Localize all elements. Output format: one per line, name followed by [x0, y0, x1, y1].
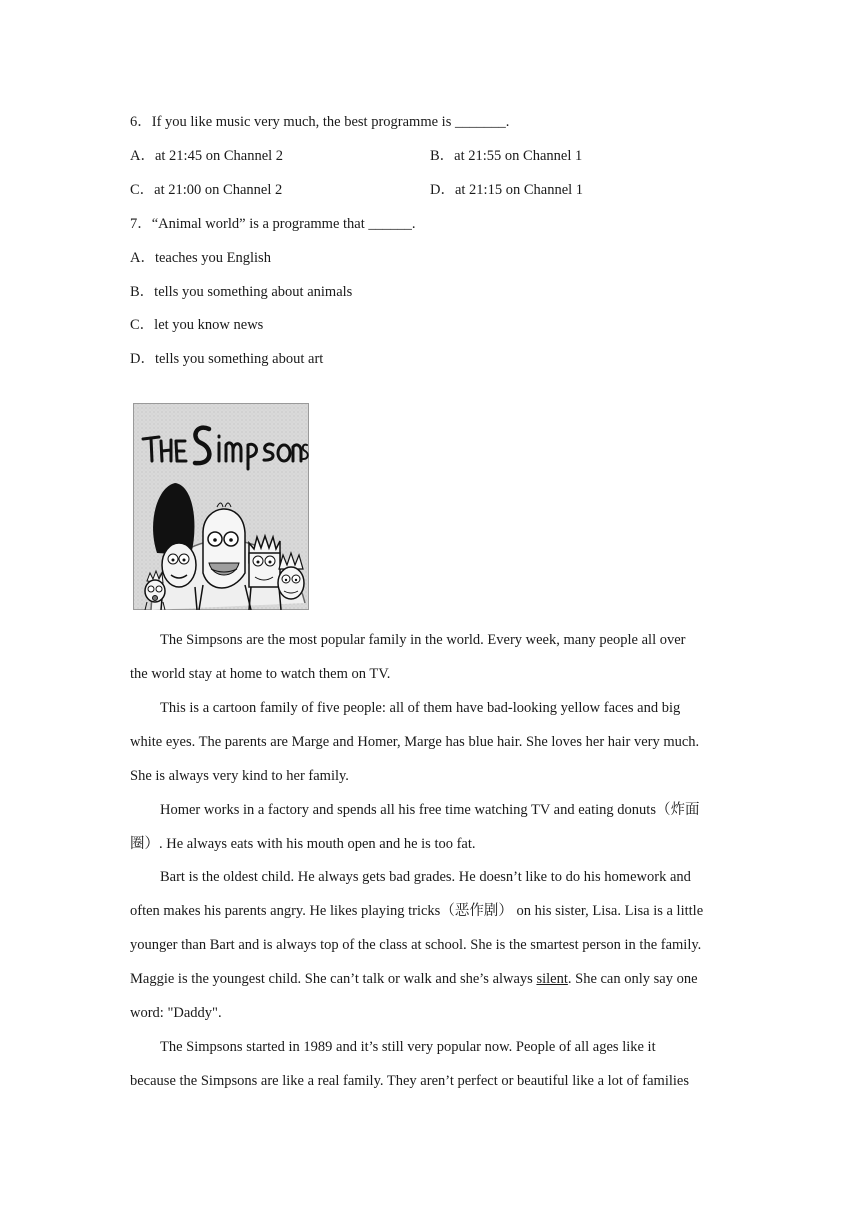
question-6-stem: 6．If you like music very much, the best programme is _______. — [130, 114, 510, 130]
question-6-option-d: D．at 21:15 on Channel 1 — [430, 182, 584, 198]
passage-text: Maggie is the youngest child. She can’t talk or walk and she’s always — [130, 971, 537, 987]
passage-paragraph-2-line-1: This is a cartoon family of five people: all of them have bad-looking yellow faces and big — [160, 700, 681, 716]
passage-paragraph-4-line-4 — [130, 970, 698, 988]
question-7-option-a: A．teaches you English — [130, 250, 271, 266]
passage-paragraph-3-line-2: 圈）. He always eats with his mouth open and he is too fat. — [130, 836, 476, 852]
question-7-stem: 7．“Animal world” is a programme that ______. — [130, 216, 416, 232]
question-7-option-c: C．let you know news — [130, 317, 264, 333]
passage-paragraph-5-line-1: The Simpsons started in 1989 and it’s still very popular now. People of all ages like it — [160, 1039, 656, 1055]
passage-paragraph-1-line-1: The Simpsons are the most popular family in the world. Every week, many people all over — [160, 632, 686, 648]
question-6-option-c: C．at 21:00 on Channel 2 — [130, 182, 283, 198]
simpsons-family-picture — [133, 403, 309, 610]
underlined-word-silent: silent — [536, 971, 568, 987]
passage-paragraph-2-line-3: She is always very kind to her family. — [130, 768, 349, 784]
question-7-option-b: B．tells you something about animals — [130, 284, 353, 300]
passage-paragraph-1-line-2: the world stay at home to watch them on TV. — [130, 666, 391, 682]
passage-paragraph-4-line-1: Bart is the oldest child. He always gets bad grades. He doesn’t like to do his homework and — [160, 869, 691, 885]
passage-paragraph-4-line-3: younger than Bart and is always top of the class at school. She is the smartest person in the family. — [130, 937, 702, 953]
passage-paragraph-5-line-2: because the Simpsons are like a real family. They aren’t perfect or beautiful like a lot of families — [130, 1073, 689, 1089]
passage-paragraph-2-line-2: white eyes. The parents are Marge and Homer, Marge has blue hair. She loves her hair very much. — [130, 734, 700, 750]
passage-paragraph-4-line-5: word: "Daddy". — [130, 1005, 222, 1021]
passage-paragraph-3-line-1: Homer works in a factory and spends all his free time watching TV and eating donuts（炸面 — [160, 802, 700, 818]
passage-text: . She can only say one — [567, 971, 698, 987]
question-6-option-b: B．at 21:55 on Channel 1 — [430, 148, 583, 164]
lisa-figure — [278, 553, 304, 599]
passage-paragraph-4-line-2: often makes his parents angry. He likes playing tricks（恶作剧） on his sister, Lisa. Lisa is a little — [130, 903, 704, 919]
question-6-option-a: A．at 21:45 on Channel 2 — [130, 148, 284, 164]
question-7-option-d: D．tells you something about art — [130, 351, 324, 367]
